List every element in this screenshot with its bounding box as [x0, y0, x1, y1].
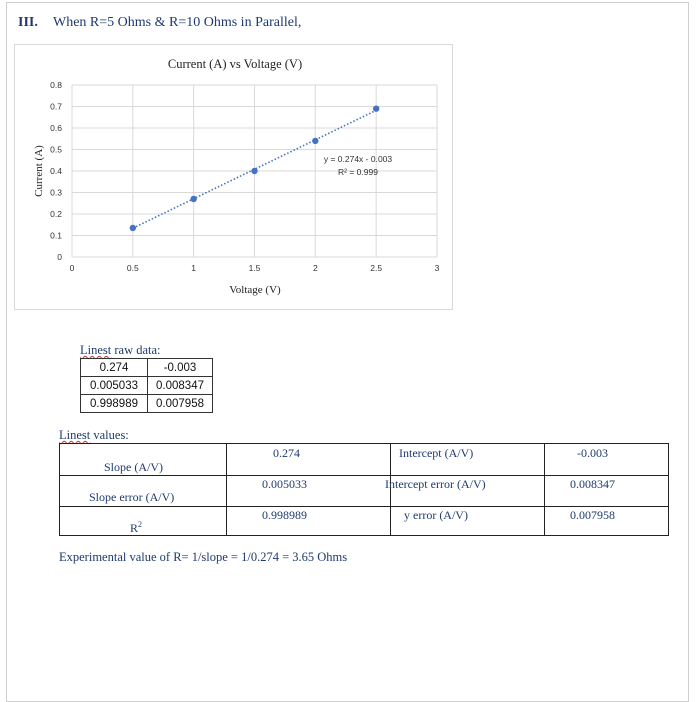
- chart-container: [14, 44, 453, 310]
- experimental-resistance-text: Experimental value of R= 1/slope = 1/0.274 = 3.65 Ohms: [59, 550, 348, 564]
- table-divider: [60, 475, 668, 476]
- slope-label: Slope (A/V): [104, 460, 163, 474]
- intercept-error-label: Intercept error (A/V): [385, 477, 486, 491]
- data-point: [373, 105, 379, 111]
- table-row: [81, 395, 213, 413]
- current-vs-voltage-chart: [15, 45, 454, 311]
- x-tick-label: 2: [312, 263, 318, 273]
- table-row: [81, 359, 213, 377]
- data-point: [312, 138, 318, 144]
- trendline-equation: y = 0.274x - 0.003: [323, 154, 393, 164]
- table-divider: [60, 506, 668, 507]
- r-squared-value: 0.998989: [262, 508, 307, 522]
- r-squared-label-base: R: [130, 521, 139, 535]
- linest-raw-title: [80, 343, 161, 358]
- table-cell: 0.007958: [148, 395, 213, 413]
- x-tick-label: 0.5: [126, 263, 139, 273]
- table-divider: [226, 444, 227, 535]
- y-tick-label: 0.7: [50, 101, 62, 112]
- y-tick-label: 0.1: [50, 230, 62, 241]
- table-divider: [544, 444, 545, 535]
- slope-error-value: 0.005033: [262, 477, 307, 491]
- linest-values-title: [59, 428, 129, 443]
- section-title: When R=5 Ohms & R=10 Ohms in Parallel,: [53, 15, 302, 30]
- data-point: [251, 168, 257, 174]
- data-point: [190, 196, 196, 202]
- x-tick-label: 1.5: [248, 263, 261, 273]
- table-cell: 0.008347: [148, 377, 213, 395]
- x-tick-label: 0: [69, 263, 75, 273]
- table-cell: 0.274: [81, 359, 148, 377]
- slope-error-label: Slope error (A/V): [89, 490, 175, 504]
- intercept-error-value: 0.008347: [570, 477, 615, 491]
- linest-raw-title-rest: raw data:: [111, 343, 161, 357]
- r-squared-label: [130, 520, 142, 536]
- section-heading: [18, 15, 301, 31]
- linest-raw-title-word: Linest: [80, 343, 112, 357]
- y-tick-label: 0.5: [50, 144, 62, 155]
- linest-values-title-word: Linest: [59, 428, 91, 442]
- y-tick-label: 0.3: [50, 187, 62, 198]
- section-number: III.: [18, 15, 38, 30]
- slope-value: 0.274: [273, 446, 300, 460]
- trendline-r-squared: R² = 0.999: [338, 167, 378, 177]
- table-row: [81, 377, 213, 395]
- y-tick-label: 0: [57, 252, 62, 262]
- y-tick-label: 0.2: [50, 209, 62, 219]
- linest-raw-table: [80, 358, 213, 413]
- x-tick-label: 2.5: [370, 263, 383, 273]
- y-error-label: y error (A/V): [404, 508, 468, 522]
- y-error-value: 0.007958: [570, 508, 615, 522]
- y-tick-label: 0.6: [50, 123, 62, 133]
- linest-values-table: [59, 443, 669, 536]
- r-squared-label-sup: 2: [138, 520, 143, 529]
- x-tick-label: 3: [434, 263, 440, 273]
- y-tick-label: 0.4: [50, 166, 62, 176]
- intercept-value: -0.003: [577, 446, 608, 460]
- table-cell: 0.005033: [81, 377, 148, 395]
- intercept-label: Intercept (A/V): [399, 446, 474, 460]
- table-cell: -0.003: [148, 359, 213, 377]
- linest-values-title-rest: values:: [90, 428, 129, 442]
- data-point: [130, 225, 136, 231]
- y-tick-label: 0.8: [50, 80, 62, 90]
- y-axis-label: Current (A): [33, 145, 45, 197]
- x-axis-label: Voltage (V): [229, 284, 281, 296]
- x-tick-label: 1: [191, 263, 197, 273]
- table-cell: 0.998989: [81, 395, 148, 413]
- chart-title: Current (A) vs Voltage (V): [167, 57, 303, 71]
